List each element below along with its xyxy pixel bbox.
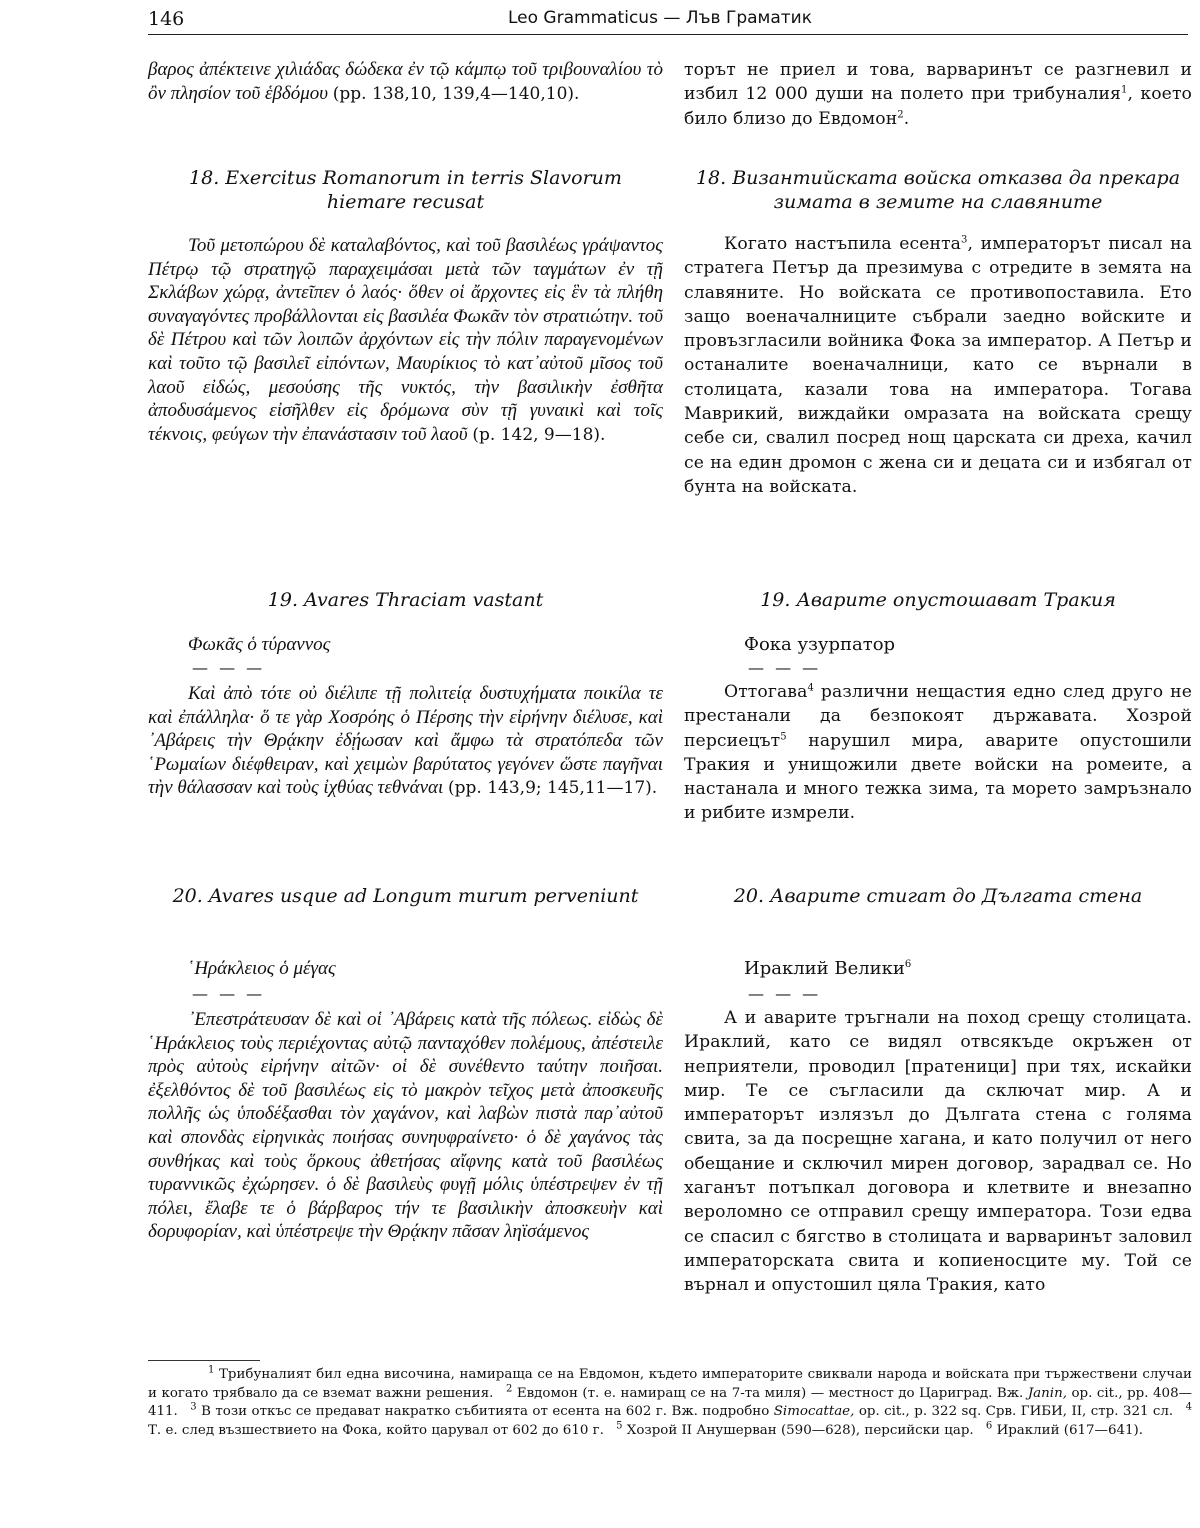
footnote-ref-6: 6 [904, 959, 912, 970]
section-20-greek-subheading: ῾Ηράκλειος ὁ μέγας [188, 958, 336, 979]
running-header [148, 4, 1188, 35]
footnote-ref-4: 4 [807, 682, 814, 694]
section-18-latin-heading: 18. Exercitus Romanorum in terris Slavorum hiemare recusat [189, 167, 622, 213]
footnote-ref-1: 1 [1121, 84, 1128, 96]
section-19-bulgarian-text: Оттогава$^4$ различни нещастия едно след друго не престанали да безпокоят държавата. Хозрой персиецът$^5$ нарушил мира, аварите опустошили Тракия и унищожили двете войски на ромеите, а настанала и много тежка зима, та морето замръзнало и рибите измрели. [684, 682, 1192, 824]
section-20-greek-dashes: — — — [192, 984, 266, 1003]
section-19-bulgarian-heading: 19. Аварите опустошават Тракия [760, 589, 1116, 611]
footnote-ref-3: 3 [961, 234, 968, 246]
section-19-greek-dashes: — — — [192, 658, 266, 677]
section-19-greek-subheading: Φωκᾶς ὁ τύραννος [188, 634, 331, 655]
greek-intro-paragraph: βαρος ἀπέκτεινε χιλιάδας δώδεκα ἐν τῷ κάμπῳ τοῦ τριβουναλίου τὸ ὂν πλησίον τοῦ ἑβδόμου (pp. 138,10, 139,4—140,10). [148, 59, 663, 104]
footnote-5: $^5$ Хозрой II Анушерван (590—628), персийски цар. [616, 1420, 974, 1438]
section-20-bulgarian-heading: 20. Аварите стигат до Дългата стена [733, 885, 1143, 907]
section-19-greek-text: Καὶ ἀπὸ τότε οὐ διέλιπε τῇ πολιτείᾳ δυστυχήματα ποικίλα τε καὶ ἐπάλληλα· ὅ τε γὰρ Χοσρόης ὁ Πέρσης τὴν εἰρήνην διέλυσε, καὶ ᾽Αβάρεις τὴν Θρᾴκην ἐδῄωσαν καὶ ἄμφω τὰ στρατόπεδα τῶν ῾Ρωμαίων διέφθειραν, καὶ χειμὼν βαρύτατος γεγόνεν ὥστε παγῆναι τὴν θάλασσαν καὶ τοὺς ἰχθύας τεθνάναι (pp. 143,9; 145,11—17). [148, 683, 663, 799]
footnote-ref-2: 2 [897, 108, 904, 120]
footnote-rule [148, 1360, 260, 1361]
section-19-latin-heading: 19. Avares Thraciam vastant [267, 589, 544, 611]
footnote-6: $^6$ Ираклий (617—641). [985, 1420, 1143, 1438]
section-20-bulgarian-dashes: — — — [748, 984, 822, 1003]
section-20-bulgarian-subheading: Ираклий Велики$^6$ [744, 958, 912, 979]
section-19-bulgarian-dashes: — — — [748, 658, 822, 677]
footnotes [148, 1366, 1192, 1440]
greek-intro-reference: (pp. 138,10, 139,4—140,10). [332, 83, 580, 104]
footnote-3: $^3$ В този откъс се предават накратко събитията от есента на 602 г. Вж. подробно Simocattae, op. cit., p. 322 sq. Срв. ГИБИ, II, стр. 321 сл. [190, 1401, 1174, 1420]
section-18-bulgarian-text: Когато настъпила есента$^3$, императорът писал на стратега Петър да презимува с отредите в земята на славяните. Но войската се противопоставила. Ето защо военачалниците събрали заедно войските и провъзгласили войника Фока за император. А Петър и останалите военачалници, като се върнали в столицата, казали това на императора. Тогава Маврикий, виждайки омразата на войската срещу себе си, свалил посред нощ царската си дреха, качил се на един дромон с жена си и децата си и избягал от бунта на войската. [684, 234, 1193, 497]
section-19-bulgarian-subheading: Фока узурпатор [744, 634, 896, 655]
section-20-latin-heading: 20. Avares usque ad Longum murum perveniunt [172, 885, 639, 907]
section-20-bulgarian-text: А и аварите тръгнали на поход срещу столицата. Ираклий, като се видял отвсякъде окръжен от неприятели, проводил [пратеници] при тях, искайки мир. Те се съгласили да сключат мир. А и императорът излязъл до Дългата стена с голяма свита, за да посрещне хагана, и като получил от него обещание и сключил мирен договор, зарадвал се. Но хаганът потъпкал договора и клетвите и внезапно вероломно се отправил срещу императора. Този едва се спасил с бягство в столицата и варваринът заловил императорската свита и копиеносците му. Той се върнал и опустошил цяла Тракия, като [684, 1008, 1192, 1296]
section-18-bulgarian-heading: 18. Византийската войска отказва да прекара зимата в земите на славяните [695, 167, 1181, 213]
bulgarian-intro-paragraph: торът не приел и това, варваринът се разгневил и избил 12 000 души на полето при трибуналия$^1$, което било близо до Евдомон$^2$. [684, 60, 1192, 129]
footnote-1: $^1$ Трибуналият бил една височина, намираща се на Евдомон, където императорите свиквали народа и войската при тържествени случаи и когато трябвало да се вземат важни решения. [148, 1364, 1192, 1401]
footnote-ref-5: 5 [780, 730, 787, 742]
section-18-greek-reference: (p. 142, 9—18). [472, 424, 606, 445]
section-20-greek-text: ᾽Επεστράτευσαν δὲ καὶ οἱ ᾽Αβάρεις κατὰ τῆς πόλεως. εἰδὼς δὲ ῾Ηράκλειος τοὺς περιέχοντας αὐτῷ πανταχόθεν πολέμους, ἀπέστειλε πρὸς αὐτοὺς εἰρήνην αἰτῶν· οἱ δὲ συνέθεντο ταύτην ποιῆσαι. ἐξελθόντος δὲ τοῦ βασιλέως εἰς τὸ μακρὸν τεῖχος μετὰ ἀποσκευῆς πολλῆς ὡς ὑποδέξασθαι τὸν χαγάνον, καὶ λαβὼν πιστὰ παρ᾽αὐτοῦ καὶ σπονδὰς εἰρηνικὰς ποιήσας συνηυφραίνετο· ὁ δὲ χαγάνος τὰς συνθήκας καὶ τοὺς ὅρκους ἀθετήσας αἴφνης κατὰ τοῦ βασιλέως τυραννικῶς ἐχώρησεν. ὁ δὲ βασιλεὺς φυγῇ μόλις ὑπέστρεψεν ἐν τῇ πόλει, ἔλαβε τε ὁ βάρβαρος τήν τε βασιλικὴν ἀποσκευὴν καὶ δορυφορίαν, καὶ ὑπέστρεψε τὴν Θρᾴκην πᾶσαν ληϊσάμενος [148, 1009, 663, 1243]
running-title: Leo Grammaticus — Лъв Граматик [508, 8, 812, 28]
footnote-2: $^2$ Евдомон (т. е. намиращ се на 7-та миля) — местност до Цариград. Вж. Janin, op. cit., pp. 408—411. [148, 1383, 1192, 1420]
section-19-greek-reference: (pp. 143,9; 145,11—17). [448, 778, 658, 799]
footnote-4: $^4$ Т. е. след възшествието на Фока, който царувал от 602 до 610 г. [148, 1401, 1193, 1438]
page-number: 146 [148, 8, 185, 30]
section-18-greek-text: Τοῦ μετοπώρου δὲ καταλαβόντος, καὶ τοῦ βασιλέως γράψαντος Πέτρῳ τῷ στρατηγῷ παραχειμάσαι μετὰ τῶν ταγμάτων ἐν τῇ Σκλάβων χώρᾳ, ἀντεῖπεν ὁ λαός· ὅθεν οἱ ἄρχοντες εἰς ἓν τὰ πλήθη συναγαγόντες προβάλλονται εἰς βασιλέα Φωκᾶν τὸν στρατιώτην. τοῦ δὲ Πέτρου καὶ τῶν λοιπῶν ἀρχόντων εἰς τὴν πόλιν παραγενομένων καὶ τοῦτο τῷ βασιλεῖ εἰπόντων, Μαυρίκιος τὸ κατ᾽αὐτοῦ μῖσος τοῦ λαοῦ εἰδώς, μεσούσης τῆς νυκτός, τὴν βασιλικὴν ἐσθῆτα ἀποδυσάμενος εἰσῆλθεν εἰς δρόμωνα σὺν τῇ γυναικὶ καὶ τοῖς τέκνοις, φεύγων τὴν ἐπανάστασιν τοῦ λαοῦ (p. 142, 9—18). [148, 235, 663, 445]
